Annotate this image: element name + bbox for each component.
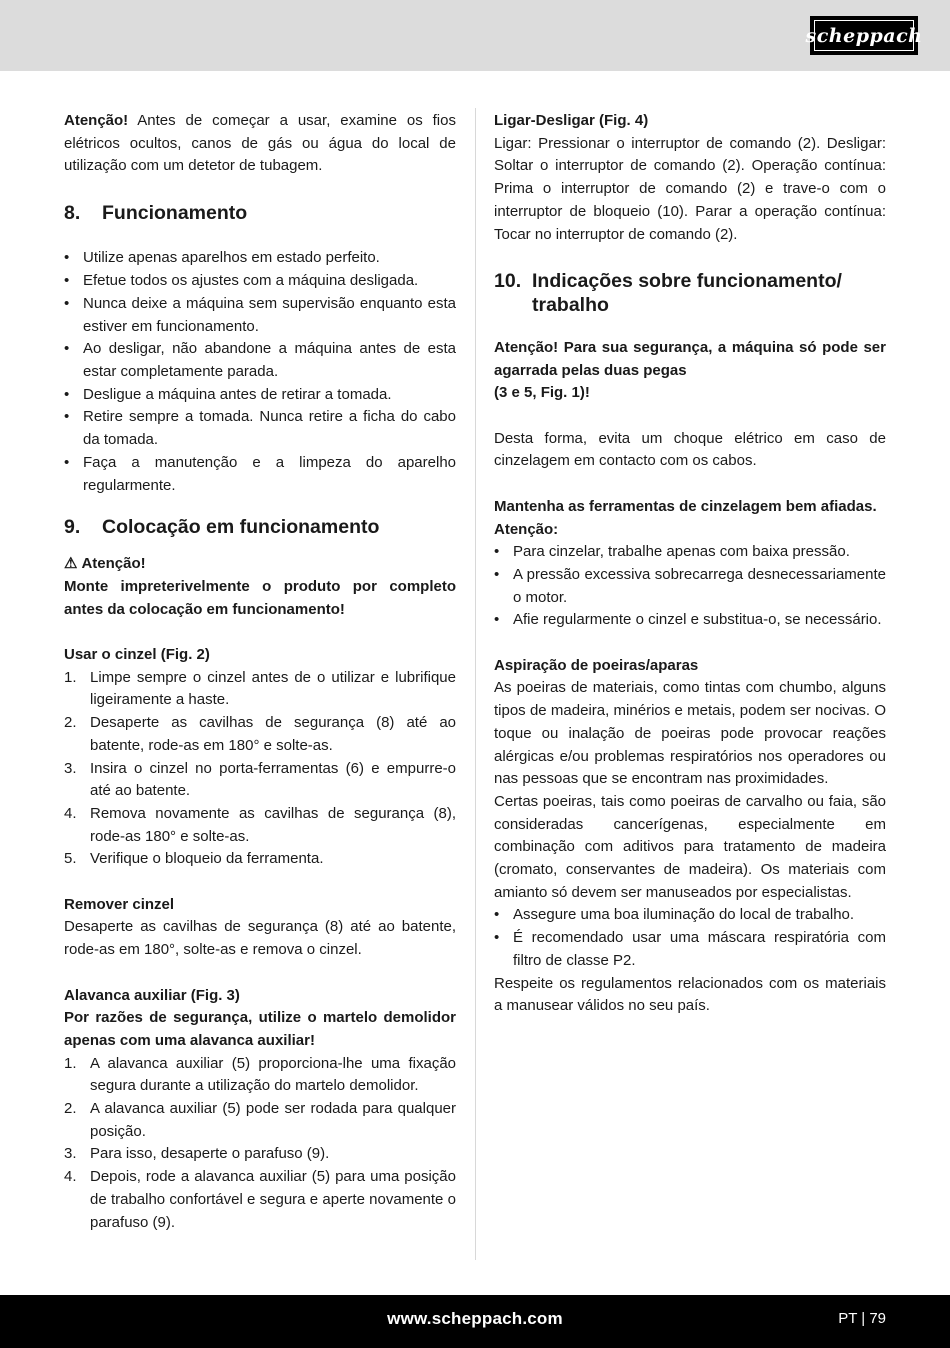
section-8-heading xyxy=(64,201,456,225)
list-item: 1. Limpe sempre o cinzel antes de o utilizar e lubrifique ligeiramente a haste. xyxy=(64,668,456,709)
list-item: 3. Para isso, desaperte o parafuso (9). xyxy=(64,1145,330,1163)
list-item: • Afie regularmente o cinzel e substitua-o, se necessário. xyxy=(494,611,882,629)
chisel-steps xyxy=(64,667,456,871)
list-item: 1. A alavanca auxiliar (5) proporciona-lhe uma fixação segura durante a utilização do martelo demolidor. xyxy=(64,1054,456,1095)
list-item: • É recomendado usar uma máscara respiratória com filtro de classe P2. xyxy=(494,929,886,969)
dust-text-3: Respeite os regulamentos relacionados com os materiais a manusear válidos no seu país. xyxy=(494,974,886,1015)
list-item: 5. Verifique o bloqueio da ferramenta. xyxy=(64,850,324,868)
list-item: 4. Remova novamente as cavilhas de segurança (8), rode-as 180° e solte-as. xyxy=(64,804,456,845)
section-10-title: Indicações sobre funcionamento/ trabalho xyxy=(532,269,842,316)
list-item: • A pressão excessiva sobrecarrega desnecessariamente o motor. xyxy=(494,565,886,606)
header-bar xyxy=(0,0,950,71)
dust-heading: Aspiração de poeiras/aparas xyxy=(494,656,699,674)
on-off-heading: Ligar-Desligar (Fig. 4) xyxy=(494,112,649,129)
section-10-text: Desta forma, evita um choque elétrico em caso de cinzelagem em contacto com os cabos. xyxy=(494,429,886,470)
list-item: • Utilize apenas aparelhos em estado perfeito. xyxy=(64,249,380,267)
dust-text-1: As poeiras de materiais, como tintas com chumbo, alguns tipos de madeira, minérios e metais, podem ser nocivas. O toque ou inalação de poeiras pode provocar reações alérgicas e/ou problemas respiratórios nos operadores ou nas pessoas que se encontram nas proximidades. xyxy=(494,679,886,788)
list-item: 4. Depois, rode a alavanca auxiliar (5) para uma posição de trabalho confortável e segura e aperte novamente o parafuso (9). xyxy=(64,1168,456,1231)
chisel-heading: Usar o cinzel (Fig. 2) xyxy=(64,646,210,664)
list-item: • Ao desligar, não abandone a máquina antes de esta estar completamente parada. xyxy=(64,340,456,380)
section-10-heading xyxy=(494,269,886,317)
list-item: • Assegure uma boa iluminação do local de trabalho. xyxy=(494,906,855,924)
section-9-title: Colocação em funcionamento xyxy=(102,516,380,539)
dust-list xyxy=(494,904,886,972)
list-item: • Nunca deixe a máquina sem supervisão enquanto esta estiver em funcionamento. xyxy=(64,294,456,335)
lever-warning: Por razões de segurança, utilize o martelo demolidor apenas com uma alavanca auxiliar! xyxy=(64,1009,456,1049)
section-8-title: Funcionamento xyxy=(102,201,248,224)
list-item: • Efetue todos os ajustes com a máquina desligada. xyxy=(64,272,419,290)
sharpening-attention: Atenção: xyxy=(494,520,559,538)
section-8-number: 8. xyxy=(64,201,81,224)
sharpening-heading: Mantenha as ferramentas de cinzelagem bem afiadas. xyxy=(494,497,877,515)
section-9-heading xyxy=(64,515,456,539)
list-item: • Desligue a máquina antes de retirar a tomada. xyxy=(64,385,392,403)
list-item: • Retire sempre a tomada. Nunca retire a ficha do cabo da tomada. xyxy=(64,408,456,449)
section-9-warning-text: Monte impreterivelmente o produto por completo antes da colocação em funcionamento! xyxy=(64,577,456,618)
warning-triangle-icon: ⚠ xyxy=(64,555,78,573)
page-number: PT | 79 xyxy=(838,1310,886,1327)
left-column xyxy=(64,110,456,1234)
brand-logo-text: scheppach xyxy=(814,20,914,51)
section-10-number: 10. xyxy=(494,269,522,292)
section-10-warning-ref: (3 e 5, Fig. 1)! xyxy=(494,384,590,402)
sharpening-list xyxy=(494,541,886,632)
intro-warning-label: Atenção! xyxy=(64,112,129,129)
on-off-text: Ligar: Pressionar o interruptor de comando (2). Desligar: Soltar o interruptor de comando (2). Operação contínua: Prima o interruptor de comando (2) e trave-o com o interruptor de bloqueio (10). Parar a operação contínua: Tocar no interruptor de comando (2). xyxy=(494,134,886,243)
section-10-warning: Atenção! Para sua segurança, a máquina só pode ser agarrada pelas duas pegas xyxy=(494,338,886,379)
column-divider xyxy=(475,108,476,1260)
section-9-warning-label: ⚠ Atenção! xyxy=(64,553,456,576)
list-item: • Faça a manutenção e a limpeza do aparelho regularmente. xyxy=(64,453,456,494)
footer-bar xyxy=(0,1295,950,1348)
section-9-number: 9. xyxy=(64,516,81,539)
intro-warning-text: Antes de começar a usar, examine os fios elétricos ocultos, canos de gás ou água do local de utilização com um detetor de tubagem. xyxy=(64,112,456,175)
right-column xyxy=(494,110,886,1018)
lever-heading: Alavanca auxiliar (Fig. 3) xyxy=(64,986,240,1004)
list-item: • Para cinzelar, trabalhe apenas com baixa pressão. xyxy=(494,543,850,561)
footer-website[interactable]: www.scheppach.com xyxy=(387,1309,563,1328)
dust-text-2: Certas poeiras, tais como poeiras de carvalho ou faia, são consideradas cancerígenas, especialmente em combinação com aditivos para tratamento de madeira (cromato, conservantes de madeira). Os materiais com amianto só devem ser manuseados por especialistas. xyxy=(494,792,886,901)
list-item: 2. Desaperte as cavilhas de segurança (8) até ao batente, rode-as em 180° e solte-as. xyxy=(64,714,456,754)
lever-steps xyxy=(64,1053,456,1235)
remove-chisel-heading: Remover cinzel xyxy=(64,895,175,913)
list-item: 3. Insira o cinzel no porta-ferramentas (6) e empurre-o até ao batente. xyxy=(64,759,456,800)
list-item: 2. A alavanca auxiliar (5) pode ser rodada para qualquer posição. xyxy=(64,1100,456,1140)
section-8-list xyxy=(64,247,456,497)
brand-logo xyxy=(805,16,923,55)
remove-chisel-text: Desaperte as cavilhas de segurança (8) até ao batente, rode-as em 180°, solte-as e remova o cinzel. xyxy=(64,918,456,959)
intro-warning xyxy=(64,110,456,178)
